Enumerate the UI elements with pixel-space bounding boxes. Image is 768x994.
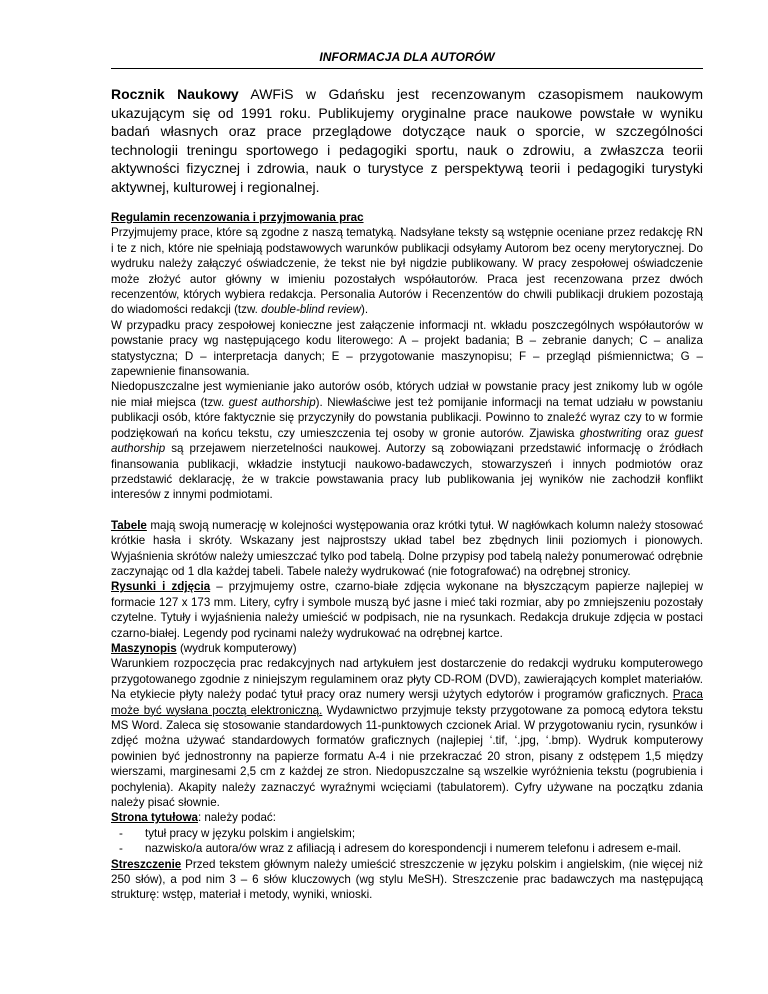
manuscript-heading: Maszynopis [111, 641, 177, 655]
tables-paragraph: Tabele mają swoją numerację w kolejności występowania oraz krótki tytuł. W nagłówkach kolumn należy stosować krótkie hasła i skróty. Wskazany jest najprostszy układ tabel bez zbędnych linii poziomych i pionowych. Wyjaśnienia skrótów należy umieszczać tylko pod tabelą. Dolne przypisy pod tabelą należy ponumerować odrębnie zaczynając od 1 dla każdej tabeli. Tabele należy wydrukować (nie fotografować) na odrębnej stronicy. [111, 518, 703, 578]
list-item: - tytuł pracy w języku polskim i angielskim; [119, 826, 356, 840]
document-page [111, 50, 703, 903]
abstract-heading: Streszczenie [111, 857, 182, 871]
title-page-heading: Strona tytułowa [111, 811, 198, 825]
manuscript-paragraph: Warunkiem rozpoczęcia prac redakcyjnych nad artykułem jest dostarczenie do redakcji wydruku komputerowego przygotowanego zgodnie z niniejszym regulaminem oraz płyty CD-ROM (DVD), zawierających komplet materiałów. Na etykiecie płyty należy podać tytuł pracy oraz numery wersji użytych edytorów i programów graficznych. Praca może być wysłana pocztą elektroniczną. Wydawnictwo przyjmuje teksty przygotowane za pomocą edytora tekstu MS Word. Zaleca się stosowanie standardowych 11-punktowych czcionek Arial. W przygotowaniu rycin, rysunków i zdjęć można używać standardowych formatów graficznych (najlepiej ‘.tif, ‘.jpg, ‘.bmp). Wydruk komputerowy powinien być jednostronny na papierze formatu A-4 i nie przekraczać 20 stron, pisany z odstępem 1,5 między wierszami, marginesami 2,5 cm z każdej ze stron. Niedopuszczalne są wszelkie wyróżnienia tekstu (pogrubienia i pochylenia). Akapity należy zaznaczyć wyraźnymi wcięciami (tabulatorem). Cyfry używane na początku zdania należy pisać słownie. [111, 657, 704, 810]
figures-paragraph: Rysunki i zdjęcia – przyjmujemy ostre, czarno-białe zdjęcia wykonane na błyszczącym papierze najlepiej w formacie 127 x 173 mm. Litery, cyfry i symbole muszą być jasne i mieć taki rozmiar, aby po zmniejszeniu pozostały czytelne. Tytuły i wyjaśnienia należy umieścić w podpisach, nie na rysunkach. Redakcja drukuje zdjęcia w postaci czarno-białej. Legendy pod rycinami należy wydrukować na odrębnej kartce. [111, 580, 703, 640]
review-paragraph-1: Przyjmujemy prace, które są zgodne z naszą tematyką. Nadsyłane teksty są wstępnie oceniane przez redakcję RN i te z nich, które nie spełniają podstawowych warunków publikacji odsyłamy Autorom bez oceny merytorycznej. Do wydruku należy załączyć oświadczenie, że tekst nie był nigdzie publikowany. W pracy zespołowej oświadczenie może złożyć autor główny w imieniu pozostałych współautorów. Praca jest recenzowana przez dwóch recenzentów, których wybiera redakcja. Personalia Autorów i Recenzentów do chwili publikacji drukiem pozostają do wiadomości redakcji (tzw. double-blind review). [111, 226, 703, 317]
email-submission-note: Praca może być wysłana pocztą elektroniczną. [111, 688, 703, 717]
manuscript-heading-line: Maszynopis (wydruk komputerowy) [111, 641, 297, 655]
intro-lead: Rocznik Naukowy [111, 86, 239, 102]
intro-paragraph [111, 85, 703, 196]
tables-heading: Tabele [111, 518, 147, 532]
title-page-line: Strona tytułowa: należy podać: [111, 811, 276, 825]
review-paragraph-2: W przypadku pracy zespołowej konieczne jest załączenie informacji nt. wkładu poszczególnych współautorów w powstanie pracy wg następującego kodu literowego: A – projekt badania; B – zebranie danych; C – analiza statystyczna; D – interpretacja danych; E – przygotowanie maszynopisu; F – przegląd piśmiennictwa; G – zapewnienie finansowania. [111, 318, 703, 379]
intro-text: AWFiS w Gdańsku jest recenzowanym czasopismem naukowym ukazującym się od 1991 roku. Publikujemy oryginalne prace naukowe powstałe w wyniku badań własnych oraz prace przeglądowe dotyczące nauk o sporcie, w szczególności technologii treningu sportowego i pedagogiki sportu, nauk o zdrowiu, a zwłaszcza teorii aktywności fizycznej i zdrowia, nauk o turystyce z perspektywą teorii i pedagogiki turystyki aktywnej, kulturowej i regionalnej. [111, 86, 703, 195]
figures-heading: Rysunki i zdjęcia [111, 580, 211, 594]
guidelines-section [111, 518, 703, 903]
review-paragraph-3: Niedopuszczalne jest wymienianie jako autorów osób, których udział w powstanie pracy jest znikomy lub w ogóle nie miał miejsca (tzw. guest authorship). Niewłaściwe jest też pomijanie informacji na temat udziału w powstaniu publikacji osób, które faktycznie się przyczyniły do powstania publikacji. Powinno to znaleźć wyraz czy to w formie podziękowań na końcu tekstu, czy umieszczenia tej osoby w gronie autorów. Zjawiska ghostwriting oraz guest authorship są przejawem nierzetelności naukowej. Autorzy są zobowiązani przedstawić informację o źródłach finansowania publikacji, wkładzie instytucji naukowo-badawczych, stowarzyszeń i innych podmiotów oraz przedstawić deklarację, że w trakcie powstawania pracy lub publikowania jej wyników nie zachodził konflikt interesów z innymi podmiotami. [111, 380, 704, 502]
list-item: - nazwisko/a autora/ów wraz z afiliacją i adresem do korespondencji i numerem telefonu i adresem e-mail. [119, 842, 682, 856]
page-header-title: INFORMACJA DLA AUTORÓW [319, 50, 495, 64]
review-section [111, 210, 703, 503]
header-rule [111, 68, 703, 69]
review-heading: Regulamin recenzowania i przyjmowania prac [111, 211, 364, 224]
abstract-paragraph: Streszczenie Przed tekstem głównym należy umieścić streszczenie w języku polskim i angielskim, (nie więcej niż 250 słów), a pod nim 3 – 6 słów kluczowych (wg stylu MeSH). Streszczenie prac badawczych ma następującą strukturę: wstęp, materiał i metody, wyniki, wnioski. [111, 857, 703, 902]
